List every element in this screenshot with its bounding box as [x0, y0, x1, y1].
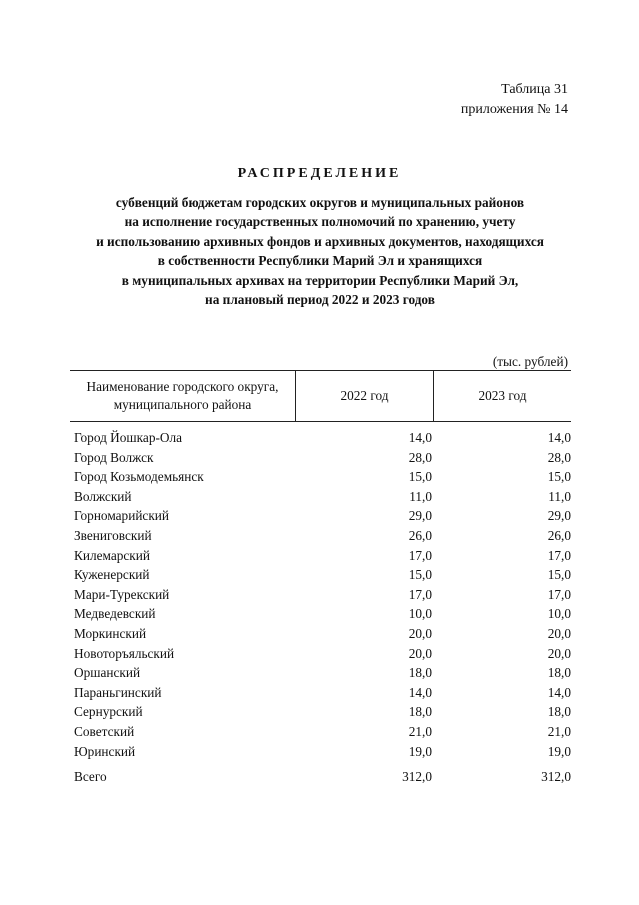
row-value-2022: 17,0: [408, 586, 432, 602]
row-name: Моркинский: [74, 625, 147, 641]
subtitle-line: в муниципальных архивах на территории Республики Марий Эл,: [121, 272, 519, 288]
row-value-2023: 14,0: [547, 430, 571, 445]
table-row: [70, 565, 571, 585]
table-row: [70, 448, 571, 468]
table-row: [70, 428, 571, 448]
row-value-2022: 26,0: [408, 527, 432, 543]
row-value-2022: 11,0: [409, 488, 432, 504]
table-row: [70, 624, 571, 644]
row-name: Мари-Турекский: [74, 586, 170, 602]
row-value-2022: 15,0: [408, 469, 432, 485]
table-row: [70, 506, 571, 526]
table-row: [70, 604, 571, 624]
row-value-2022: 28,0: [408, 449, 432, 465]
table-row: [70, 546, 571, 566]
table-row: [70, 702, 571, 722]
row-value-2023: 15,0: [547, 469, 571, 485]
row-value-2022: 17,0: [408, 547, 432, 563]
row-name: Параньгинский: [74, 684, 162, 700]
row-value-2023: 10,0: [547, 606, 571, 622]
row-name: Город Волжск: [74, 449, 154, 465]
subtitle-line: на исполнение государственных полномочий по хранению, учету: [124, 214, 516, 230]
row-value-2022: 18,0: [408, 665, 432, 681]
row-value-2022: 20,0: [408, 645, 432, 661]
row-value-2023: 15,0: [547, 567, 571, 583]
row-value-2023: 18,0: [547, 704, 571, 720]
table-row: [70, 526, 571, 546]
row-value-2023: 17,0: [547, 547, 571, 563]
row-name: Новоторъяльский: [74, 645, 175, 661]
row-value-2023: 29,0: [547, 508, 571, 524]
table-row: [70, 585, 571, 605]
row-value-2022: 20,0: [408, 625, 432, 641]
table-row: [70, 742, 571, 762]
row-value-2023: 17,0: [547, 586, 571, 602]
table-header: [70, 370, 571, 422]
units-note: (тыс. рублей): [492, 354, 568, 369]
column-header-name-line1: Наименование городского округа,: [86, 379, 279, 394]
subtitle-line: субвенций бюджетам городских округов и муниципальных районов: [115, 195, 525, 210]
row-name: Медведевский: [74, 606, 156, 622]
row-value-2022: 10,0: [408, 606, 432, 622]
row-value-2022: 18,0: [408, 704, 432, 720]
row-value-2023: 18,0: [547, 665, 571, 681]
row-name: Оршанский: [74, 665, 141, 681]
column-header-2022: 2022 год: [296, 371, 434, 421]
total-label: Всего: [74, 769, 107, 784]
table-row: [70, 644, 571, 664]
row-value-2022: 21,0: [408, 723, 432, 739]
row-name: Город Козьмодемьянск: [74, 469, 204, 485]
row-value-2023: 11,0: [548, 488, 571, 504]
row-name: Город Йошкар-Ола: [74, 430, 183, 445]
table-row: [70, 663, 571, 683]
row-value-2022: 29,0: [408, 508, 432, 524]
document-heading: РАСПРЕДЕЛЕНИЕ: [237, 166, 402, 181]
row-value-2022: 15,0: [408, 567, 432, 583]
row-name: Юринский: [74, 743, 136, 759]
total-2023: 312,0: [541, 769, 571, 784]
row-value-2022: 14,0: [408, 430, 432, 445]
row-value-2022: 19,0: [408, 743, 432, 759]
row-value-2023: 20,0: [547, 645, 571, 661]
table-body: [70, 428, 571, 761]
total-row: [70, 767, 571, 787]
row-value-2023: 20,0: [547, 625, 571, 641]
row-value-2023: 21,0: [547, 723, 571, 739]
table-row: [70, 487, 571, 507]
row-name: Горномарийский: [74, 508, 170, 524]
row-name: Куженерский: [74, 567, 150, 583]
row-value-2023: 14,0: [547, 684, 571, 700]
total-2022: 312,0: [402, 769, 432, 784]
row-value-2023: 19,0: [547, 743, 571, 759]
table-number: Таблица 31: [501, 82, 568, 97]
row-name: Звениговский: [74, 527, 152, 543]
row-name: Волжский: [74, 488, 132, 504]
row-name: Сернурский: [74, 704, 143, 720]
table-row: [70, 467, 571, 487]
row-value-2023: 28,0: [547, 449, 571, 465]
appendix-number: приложения № 14: [460, 102, 568, 117]
column-header-name-line2: муниципального района: [113, 397, 252, 412]
appendix-reference: [461, 80, 568, 120]
subtitle-line: и использованию архивных фондов и архивных документов, находящихся: [96, 233, 544, 249]
document-subtitle: [60, 193, 580, 309]
subtitle-line: на плановый период 2022 и 2023 годов: [205, 292, 435, 308]
column-header-2023: 2023 год: [478, 388, 527, 403]
column-header-name: [70, 371, 296, 421]
row-value-2023: 26,0: [547, 527, 571, 543]
row-name: Советский: [74, 723, 135, 739]
row-name: Килемарский: [74, 547, 150, 563]
row-value-2022: 14,0: [408, 684, 432, 700]
subtitle-line: в собственности Республики Марий Эл и хранящихся: [157, 253, 483, 269]
table-row: [70, 722, 571, 742]
table-row: [70, 683, 571, 703]
